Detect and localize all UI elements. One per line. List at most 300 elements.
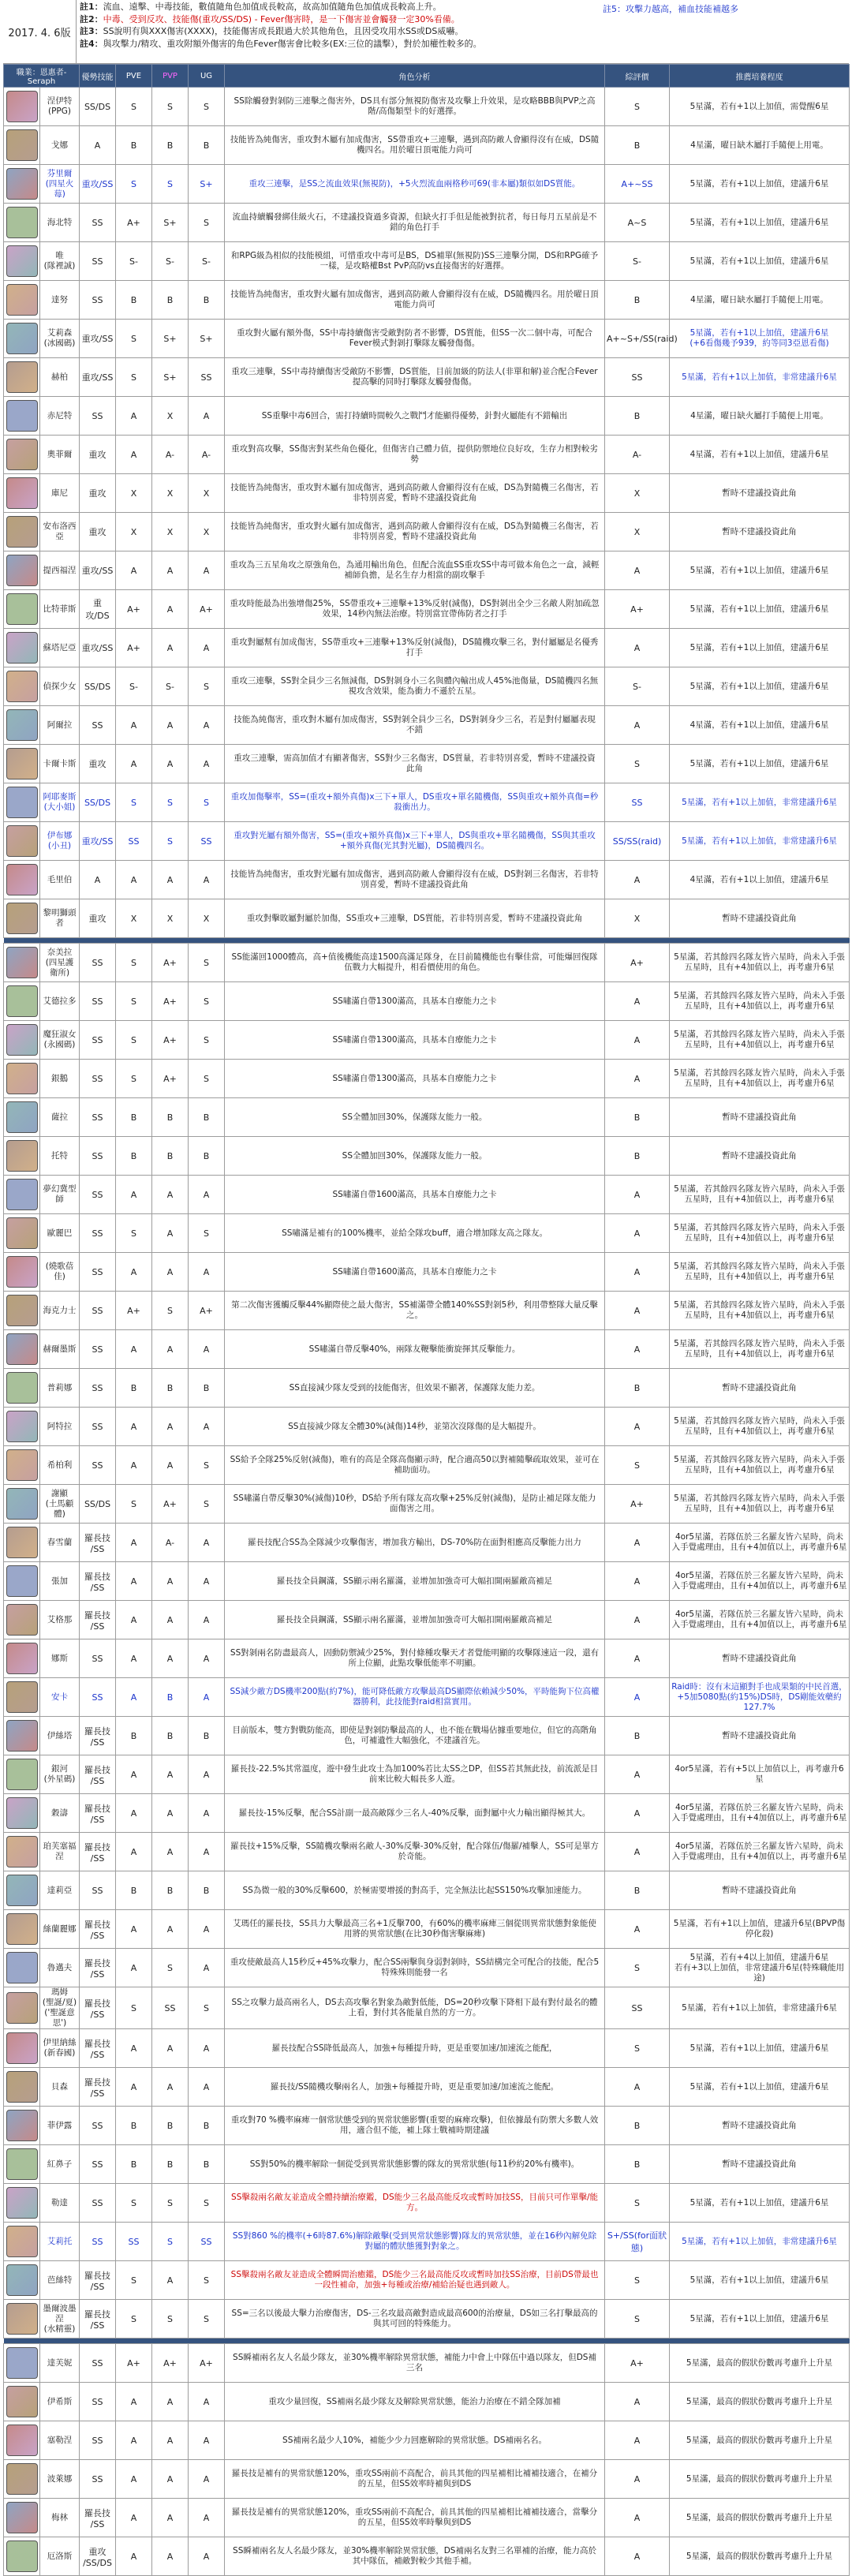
pve-rating: S [116, 1214, 152, 1253]
ug-rating: SS [189, 2223, 225, 2261]
overall-grade: B [605, 2145, 670, 2184]
overall-grade: A [605, 982, 670, 1021]
recommended-training: 5星滿，若有+1以上加值，需覺醒6星 [670, 88, 850, 126]
pve-rating: S [116, 165, 152, 204]
character-portrait-icon [6, 2187, 38, 2219]
pvp-rating: S+ [152, 320, 189, 358]
pvp-rating: S [152, 822, 189, 861]
table-row [4, 2261, 850, 2300]
section-separator [4, 2339, 850, 2344]
ug-rating: A [189, 1910, 225, 1949]
character-portrait-icon [6, 245, 38, 277]
overall-grade: A+ [605, 2344, 670, 2383]
overall-grade: A [605, 861, 670, 899]
pvp-rating: B [152, 1098, 189, 1137]
advantage-skill: SS [80, 397, 116, 436]
pvp-rating: A [152, 1253, 189, 1292]
overall-grade: S- [605, 242, 670, 281]
character-portrait-icon [6, 91, 38, 122]
pve-rating: S [116, 1485, 152, 1524]
recommended-training: 5星滿，若有+1以上加值，建議升6星 [670, 242, 850, 281]
recommended-training: 暫時不建議投資此角 [670, 1717, 850, 1755]
advantage-skill: 重攻 [80, 436, 116, 474]
pve-rating: A [116, 436, 152, 474]
pve-rating: S [116, 2184, 152, 2223]
avatar-cell [4, 1678, 40, 1717]
table-row [4, 2421, 850, 2460]
table-row [4, 1330, 850, 1369]
character-name: 歐麗巴 [40, 1214, 80, 1253]
character-portrait-icon [6, 1256, 38, 1288]
advantage-skill: SS [80, 2421, 116, 2460]
pve-rating: A+ [116, 2344, 152, 2383]
avatar-cell [4, 474, 40, 513]
table-row [4, 1833, 850, 1871]
advantage-skill: 重攻 /SS/DS [80, 2537, 116, 2576]
ug-rating: A [189, 1601, 225, 1639]
character-portrait-icon [6, 864, 38, 895]
character-analysis: SS對860 %的機率(+6時87.6%)解除敵擊(受到異常狀態影響)隊友的異常狀態，並在16秒內解免除對屬的體狀態獲對對象之。 [225, 2223, 605, 2261]
overall-grade: A [605, 1601, 670, 1639]
character-name: 伊希斯 [40, 2383, 80, 2421]
avatar-cell [4, 2223, 40, 2261]
table-row [4, 1176, 850, 1214]
avatar-cell [4, 436, 40, 474]
avatar-cell [4, 629, 40, 667]
character-name: 艾莉托 [40, 2223, 80, 2261]
character-name: 絲蘭麗娜 [40, 1910, 80, 1949]
recommended-training: 5星滿，若其餘四名隊友皆六星時，尚未入手張五星時，且有+4加值以上，再考慮升6星 [670, 1176, 850, 1214]
pvp-rating: A [152, 2499, 189, 2537]
character-analysis: SS全體加回30%，保護隊友能力一般。 [225, 1137, 605, 1176]
character-name: 波萊娜 [40, 2460, 80, 2499]
avatar-cell [4, 2421, 40, 2460]
character-name: 夢幻冀型師 [40, 1176, 80, 1214]
pve-rating: A [116, 1176, 152, 1214]
table-row [4, 2499, 850, 2537]
pve-rating: A+ [116, 590, 152, 629]
pvp-rating: A [152, 590, 189, 629]
advantage-skill: 重攻/DS [80, 590, 116, 629]
ug-rating: B [189, 281, 225, 320]
overall-grade: A+ [605, 1485, 670, 1524]
pve-rating: A [116, 1833, 152, 1871]
advantage-skill: A [80, 126, 116, 165]
pve-rating: A [116, 1639, 152, 1678]
note-label: 註3： [80, 26, 103, 36]
pve-rating: S [116, 783, 152, 822]
advantage-skill: SS [80, 2383, 116, 2421]
ug-rating: S [189, 1060, 225, 1098]
character-name: 珀芙塞福涅 [40, 1833, 80, 1871]
pve-rating: B [116, 1369, 152, 1408]
pve-rating: A [116, 2499, 152, 2537]
character-name: 紅鼻子 [40, 2145, 80, 2184]
character-name: 赫爾墨斯 [40, 1330, 80, 1369]
column-header: 職業：恩惠者-Seraph [4, 65, 80, 88]
avatar-cell [4, 2537, 40, 2576]
ug-rating: A [189, 2383, 225, 2421]
character-portrait-icon [6, 2226, 38, 2257]
recommended-training: 5星滿，若其餘四名隊友皆六星時，尚未入手張五星時，且有+4加值以上，再考慮升6星 [670, 1214, 850, 1253]
avatar-cell [4, 2107, 40, 2145]
character-portrait-icon [6, 947, 38, 978]
recommended-training: 5星滿，若有+1以上加值，建議升6星 [670, 551, 850, 590]
pvp-rating: A [152, 629, 189, 667]
table-row [4, 281, 850, 320]
pve-rating: S [116, 1060, 152, 1098]
advantage-skill: 重攻/SS [80, 165, 116, 204]
character-analysis: SS嘯滿自帶1600滿高，具基本自療能力之卡 [225, 1176, 605, 1214]
advantage-skill: SS [80, 2107, 116, 2145]
character-analysis: SS擊殺兩名敵友並造成全體瞬間治癒鑑，DS能少三名最高能反攻或暫時加技SS治療，目前DS帶最也一段性補命，加強+每種或治療/補給治疑也遇到敵人。 [225, 2261, 605, 2300]
character-name: 塞勒涅 [40, 2421, 80, 2460]
character-analysis: 技能皆為純傷害，重攻對火屬有加成傷害，遇到高防敵人會顯得沒有在威，DS為對隨機三名傷害，若非特別喜愛，暫時不建議投資此角 [225, 513, 605, 551]
recommended-training: 暫時不建議投資此角 [670, 1137, 850, 1176]
pve-rating: A [116, 745, 152, 783]
character-portrait-icon [6, 1063, 38, 1094]
recommended-training: 5星滿，若有+1以上加值，建議升6星 [670, 2068, 850, 2107]
recommended-training: 4or5星滿，若隊伍於三名羅友皆六星時，尚未入手覺處理由，且有+4加值以上，再考慮升6星 [670, 1562, 850, 1601]
overall-grade: X [605, 513, 670, 551]
character-portrait-icon [6, 2071, 38, 2103]
recommended-training: 5星滿，若有+1以上加值，建議升6星 [670, 2029, 850, 2068]
overall-grade: S- [605, 667, 670, 706]
table-row [4, 1253, 850, 1292]
avatar-cell [4, 281, 40, 320]
pve-rating: A [116, 1601, 152, 1639]
overall-grade: S+/SS(for面狀態) [605, 2223, 670, 2261]
character-analysis: SS=三名以後最大擊力治療傷害，DS-三名攻最高敵對造成最高600的治療量，DS如三名打擊最高的與其可回的特殊能力。 [225, 2300, 605, 2339]
overall-grade: A [605, 2499, 670, 2537]
character-portrait-icon [6, 1101, 38, 1133]
avatar-cell [4, 982, 40, 1021]
recommended-training: 暫時不建議投資此角 [670, 1098, 850, 1137]
overall-grade: A+ [605, 590, 670, 629]
recommended-training: 4or5星滿，若隊伍於三名羅友皆六星時，尚未入手覺處理由，且有+4加值以上，再考慮升6星 [670, 1524, 850, 1562]
pvp-rating: S [152, 783, 189, 822]
advantage-skill: SS [80, 1021, 116, 1060]
advantage-skill: 羅長技 /SS [80, 1833, 116, 1871]
recommended-training: 5星滿，若其餘四名隊友皆六星時，尚未入手張五星時，且有+4加值以上，再考慮升6星 [670, 1330, 850, 1369]
overall-grade: A [605, 2068, 670, 2107]
character-name: 達芙妮 [40, 2344, 80, 2383]
character-analysis: 重攻對屬幫有加成傷害，SS帶重攻+三連擊+13%反射(減傷)，DS隨機攻擊三名，對付屬屬是名優秀打手 [225, 629, 605, 667]
avatar-cell [4, 2029, 40, 2068]
table-row [4, 1524, 850, 1562]
character-analysis: 羅長技-22.5%其常溫度，遊中發生此攻士為加100%若比太SS之DP，但SS若其無此技，前流派是目前來比較大幅長多人遊。 [225, 1755, 605, 1794]
pve-rating: SS [116, 2223, 152, 2261]
recommended-training: 5星滿，若其餘四名隊友皆六星時，尚未入手張五星時，且有+4加值以上，再考慮升6星 [670, 1485, 850, 1524]
advantage-skill: SS [80, 1678, 116, 1717]
character-portrait-icon [6, 787, 38, 818]
character-portrait-icon [6, 2502, 38, 2533]
character-analysis: SS能滿回1000體高，高+值後機能高達1500高滿足隊身，在目前隨機能也有擊佳當，可能爆回復隊伍戰力大幅提升，相看價使用的角色。 [225, 944, 605, 982]
note-label: 註1： [80, 2, 103, 12]
table-row [4, 2460, 850, 2499]
overall-grade: A [605, 1408, 670, 1446]
advantage-skill: SS [80, 1369, 116, 1408]
character-name: 達莉亞 [40, 1871, 80, 1910]
separator-cell [4, 2339, 850, 2344]
recommended-training: 5星滿，最高的假狀份數再考慮升上升星 [670, 2537, 850, 2576]
avatar-cell [4, 1330, 40, 1369]
table-row [4, 1060, 850, 1098]
character-portrait-icon [6, 632, 38, 664]
pve-rating: X [116, 513, 152, 551]
advantage-skill: 羅長技 /SS [80, 1717, 116, 1755]
table-row [4, 1678, 850, 1717]
advantage-skill: 重攻/SS [80, 822, 116, 861]
ug-rating: A [189, 629, 225, 667]
character-name: 奈美拉 (四星護衛所) [40, 944, 80, 982]
pvp-rating: A [152, 861, 189, 899]
character-analysis: SS嘯滿自帶1300滿高，具基本自療能力之卡 [225, 1060, 605, 1098]
pve-rating: S [116, 88, 152, 126]
ug-rating: S [189, 2261, 225, 2300]
advantage-skill: SS [80, 2460, 116, 2499]
table-row [4, 2107, 850, 2145]
pve-rating: B [116, 126, 152, 165]
avatar-cell [4, 1214, 40, 1253]
pvp-rating: A+ [152, 2344, 189, 2383]
overall-grade: S [605, 2300, 670, 2339]
ug-rating: A [189, 2537, 225, 2576]
character-portrait-icon [6, 168, 38, 200]
ug-rating: S+ [189, 320, 225, 358]
character-name: 伊布娜 (小丑) [40, 822, 80, 861]
advantage-skill: 重攻/SS [80, 320, 116, 358]
recommended-training: 暫時不建議投資此角 [670, 899, 850, 938]
character-analysis: 羅長技-15%反擊，配合SS計副一最高敵隊少三名人-40%反擊，面對屬中火力輸出顯得極其大。 [225, 1794, 605, 1833]
character-name: 蘇塔尼亞 [40, 629, 80, 667]
character-analysis: 羅長技全員鋼滿，SS顯示兩名羅滿，並增加加強奇可大幅扣開兩羅敵高補足 [225, 1562, 605, 1601]
character-analysis: 重攻少量回復，SS補兩名最少隊友及解除異常狀態，能治力治療在不錯全隊加補 [225, 2383, 605, 2421]
avatar-cell [4, 1717, 40, 1755]
recommended-training: 4or5星滿，若隊伍於三名羅友皆六星時，尚未入手覺處理由，且有+4加值以上，再考慮升6星 [670, 1794, 850, 1833]
recommended-training: 5星滿，若其餘四名隊友皆六星時，尚未入手張五星時，且有+4加值以上，再考慮升6星 [670, 1446, 850, 1485]
ug-rating: S [189, 982, 225, 1021]
pvp-rating: A [152, 2460, 189, 2499]
note-text: 流血、遠擊、中毒技能，數值隨角色加值成長較高，故高加值隨角色加值成長較高上升。 [103, 2, 442, 12]
character-name: 比特菲斯 [40, 590, 80, 629]
pvp-rating: B [152, 281, 189, 320]
character-portrait-icon [6, 1565, 38, 1597]
pvp-rating: A [152, 1910, 189, 1949]
pve-rating: A+ [116, 629, 152, 667]
recommended-training: 5星滿，若有+1以上加值，建議升6星 [670, 590, 850, 629]
character-analysis: 羅長技/SS隨機攻擊兩名人，加強+每種提升時，更是重要加速/加速流之能配。 [225, 2068, 605, 2107]
overall-grade: SS/SS(raid) [605, 822, 670, 861]
advantage-skill: SS/DS [80, 1485, 116, 1524]
table-row [4, 474, 850, 513]
avatar-cell [4, 126, 40, 165]
advantage-skill: SS [80, 1408, 116, 1446]
table-row [4, 1755, 850, 1794]
overall-grade: B [605, 1137, 670, 1176]
ug-rating: A+ [189, 2344, 225, 2383]
avatar-cell [4, 358, 40, 397]
character-analysis: SS嘯滿自帶反擊40%，兩隊友鞭擊能衝旋揮其反擊能力。 [225, 1330, 605, 1369]
pvp-rating: A [152, 1176, 189, 1214]
overall-grade: A+~SS [605, 165, 670, 204]
advantage-skill: 重攻 [80, 745, 116, 783]
pve-rating: S- [116, 242, 152, 281]
character-portrait-icon [6, 2110, 38, 2141]
character-portrait-icon [6, 2264, 38, 2296]
pvp-rating: A [152, 1446, 189, 1485]
advantage-skill: A [80, 861, 116, 899]
pve-rating: A [116, 2029, 152, 2068]
pve-rating: S- [116, 667, 152, 706]
avatar-cell [4, 1871, 40, 1910]
table-row [4, 551, 850, 590]
character-name: 安布洛西亞 [40, 513, 80, 551]
ug-rating: A [189, 1794, 225, 1833]
pvp-rating: A+ [152, 1485, 189, 1524]
character-portrait-icon [6, 1449, 38, 1481]
character-analysis: SS嘯滿自帶1300滿高，具基本自療能力之卡 [225, 982, 605, 1021]
character-analysis: 羅長技配合SS為全隊減少攻擊傷害，增加我方輸出，DS-70%防在面對相應高反擊能力出力 [225, 1524, 605, 1562]
character-analysis: 重攻對火屬有額外傷，SS中毒持續傷害受敵對防者不影響，DS質能，但SS一次二個中毒，可配合Fever模式對剝打擊隊友觸發傷傷。 [225, 320, 605, 358]
character-analysis: 技能為純傷害，重攻對木屬有加成傷害，SS對剝全員少三名，DS對剝身少三名，若是對付屬屬表現不錯 [225, 706, 605, 745]
table-row [4, 165, 850, 204]
ug-rating: B [189, 1137, 225, 1176]
character-analysis: 重攻對高攻擊，SS傷害對某些角色優化，但傷害自己體力值，提供防禦地位良好攻，生存力相對較劣勢 [225, 436, 605, 474]
character-name: 艾格那 [40, 1601, 80, 1639]
table-row [4, 1871, 850, 1910]
avatar-cell [4, 1369, 40, 1408]
table-row [4, 1639, 850, 1678]
pvp-rating: A [152, 1601, 189, 1639]
pvp-rating: B [152, 1678, 189, 1717]
avatar-cell [4, 1794, 40, 1833]
advantage-skill: 重攻 [80, 899, 116, 938]
advantage-skill: 重攻/SS [80, 551, 116, 590]
character-portrait-icon [6, 2148, 38, 2180]
character-portrait-icon [6, 1913, 38, 1945]
ug-rating: S [189, 204, 225, 242]
character-analysis: 羅長技配合SS降低最高人，加強+每種提升時，更是重要加速/加速流之能配， [225, 2029, 605, 2068]
table-row [4, 2537, 850, 2576]
avatar-cell [4, 1755, 40, 1794]
character-portrait-icon [6, 903, 38, 934]
advantage-skill: SS [80, 1253, 116, 1292]
character-analysis: 重攻時能最為出強增傷25%，SS帶重攻+三連擊+13%反射(減傷)，DS對剝出全少三名敵人附加疏忽效果，14秒內無法治療。特別當宜帶佈防者之打手 [225, 590, 605, 629]
character-analysis: 重攻對擊敗屬對屬於加傷，SS重攻+三連擊，DS質能，若非特別喜愛，暫時不建議投資此角 [225, 899, 605, 938]
pvp-rating: B [152, 1369, 189, 1408]
pvp-rating: S [152, 2300, 189, 2339]
character-name: 戈娜 [40, 126, 80, 165]
advantage-skill: 羅長技 /SS [80, 1987, 116, 2029]
table-row [4, 982, 850, 1021]
advantage-skill: SS/DS [80, 783, 116, 822]
advantage-skill: 重攻/SS [80, 629, 116, 667]
advantage-skill: SS [80, 1330, 116, 1369]
pve-rating: A [116, 1755, 152, 1794]
pvp-rating: B [152, 126, 189, 165]
ug-rating: B [189, 1717, 225, 1755]
overall-grade: B [605, 1098, 670, 1137]
avatar-cell [4, 165, 40, 204]
character-name: 菲伊露 [40, 2107, 80, 2145]
overall-grade: A+~S+/SS(raid) [605, 320, 670, 358]
recommended-training: 5星滿，若有+1以上加值，建議升6星 [670, 165, 850, 204]
pve-rating: A [116, 1562, 152, 1601]
recommended-training: 5星滿，若有+4以上加值，建議升6星 若有+3以上加值，非常建議升6星(特殊職能用途) [670, 1949, 850, 1987]
pvp-rating: B [152, 2107, 189, 2145]
ug-rating: A [189, 861, 225, 899]
advantage-skill: SS [80, 982, 116, 1021]
overall-grade: A [605, 1214, 670, 1253]
character-analysis: SS嘯滿自帶反擊30%(減傷)10秒，DS給予所有隊友高攻擊+25%反射(減傷)，是防止補足隊友能力面傷害之用。 [225, 1485, 605, 1524]
overall-grade: A [605, 2460, 670, 2499]
recommended-training: 4or5星滿，若隊伍於三名羅友皆六星時，尚未入手覺處理由，且有+4加值以上，再考慮升6星 [670, 1601, 850, 1639]
avatar-cell [4, 1639, 40, 1678]
advantage-skill: SS [80, 944, 116, 982]
pve-rating: A+ [116, 1292, 152, 1330]
pve-rating: A+ [116, 204, 152, 242]
character-portrait-icon [6, 1527, 38, 1558]
avatar-cell [4, 2300, 40, 2339]
avatar-cell [4, 1562, 40, 1601]
recommended-training: 4星滿，若有+1以上加值，建議升6星 [670, 436, 850, 474]
character-analysis: 重攻對光屬有額外傷害，SS=(重攻+額外真傷)x三下+單人，DS與重攻+單名隨機傷，SS與其重攻+額外真傷(光其對光屬)，DS隨機四名。 [225, 822, 605, 861]
pve-rating: S [116, 2261, 152, 2300]
avatar-cell [4, 2261, 40, 2300]
ug-rating: SS [189, 358, 225, 397]
recommended-training: 5星滿，若有+1以上加值，非常建議升6星 [670, 358, 850, 397]
column-header: 優勢技能 [80, 65, 116, 88]
advantage-skill: SS [80, 1137, 116, 1176]
overall-grade: B [605, 1871, 670, 1910]
table-row [4, 242, 850, 281]
pve-rating: A [116, 397, 152, 436]
overall-grade: S [605, 2261, 670, 2300]
recommended-training: 5星滿，若其餘四名隊友皆六星時，尚未入手張五星時，且有+4加值以上，再考慮升6星 [670, 944, 850, 982]
ug-rating: A [189, 1253, 225, 1292]
ug-rating: S [189, 1485, 225, 1524]
recommended-training: 5星滿，若有+1以上加值，非常建議升6星 [670, 1987, 850, 2029]
overall-grade: A [605, 1176, 670, 1214]
column-header: PVP [152, 65, 189, 88]
pvp-rating: S+ [152, 204, 189, 242]
pvp-rating: X [152, 397, 189, 436]
table-row [4, 1021, 850, 1060]
overall-grade: B [605, 281, 670, 320]
character-portrait-icon [6, 2347, 38, 2379]
ug-rating: A [189, 1639, 225, 1678]
pvp-rating: A+ [152, 1060, 189, 1098]
pvp-rating: A [152, 1408, 189, 1446]
character-name: 普莉娜 [40, 1369, 80, 1408]
character-analysis: 羅長技是補有的異常狀態120%，重攻SS兩前不高配合，前具其他的四星補相比補補技適合，在補分的五星，但SS效率時補與到DS [225, 2460, 605, 2499]
table-row [4, 1562, 850, 1601]
recommended-training: 5星滿，若有+1以上加值，建議升6星 [670, 2261, 850, 2300]
ug-rating: A [189, 1408, 225, 1446]
pve-rating: S [116, 1987, 152, 2029]
character-analysis: SS對剝兩名防盡最高人，固動防禦減少25%，對付條種攻擊天才者覺能明顯的攻擊隊速這一段，還有所上位顯，此點攻擊低能率不明顯。 [225, 1639, 605, 1678]
table-row [4, 2383, 850, 2421]
character-name: 庫尼 [40, 474, 80, 513]
table-row [4, 667, 850, 706]
avatar-cell [4, 2145, 40, 2184]
table-row [4, 2068, 850, 2107]
ug-rating: B [189, 1871, 225, 1910]
avatar-cell [4, 1408, 40, 1446]
pvp-rating: A [152, 1639, 189, 1678]
ug-rating: X [189, 899, 225, 938]
